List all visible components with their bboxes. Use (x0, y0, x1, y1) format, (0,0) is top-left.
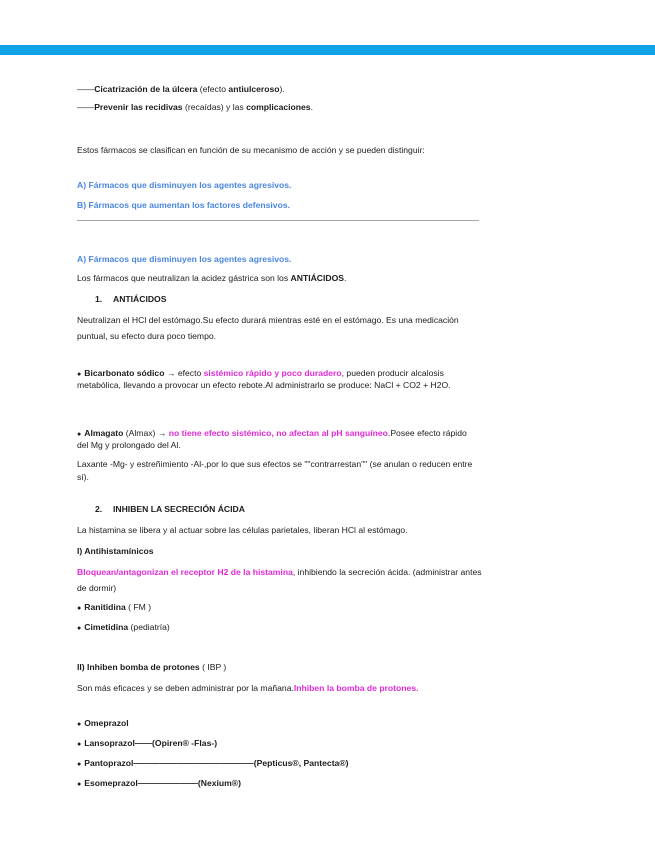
divider (77, 220, 479, 221)
almagato-item: ● Almagato (Almax) → no tiene efecto sistémico, no afectan al pH sanguíneo.Posee efecto rápido del Mg y prolongado del Al. (77, 428, 477, 451)
lansoprazol-item: ● Lansoprazol——(Opiren® -Flas-) (77, 736, 497, 752)
bicarbonato-item: ● Bicarbonato sódico → efecto sistémico rápido y poco duradero, pueden producir alcalosis metabólica, llevando a provocar un efecto rebote.Al administrarlo se produce: NaCl + CO2 + H2O. (77, 368, 477, 391)
heading-antiacidos: 1. ANTIÁCIDOS (95, 294, 167, 304)
top-accent-bar (0, 45, 655, 55)
antacid-description: Neutralizan el HCl del estómago.Su efecto durará mientras esté en el estómago. Es una medicación puntual, su efecto dura poco tiempo. (77, 315, 459, 341)
classification-intro: Estos fármacos se clasifican en función de su mecanismo de acción y se pueden distinguir: (77, 145, 425, 155)
antihistaminicos-title: I) Antihistamínicos (77, 546, 154, 556)
objective-line-2: ——Prevenir las recidivas (recaídas) y las complicaciones. (77, 102, 313, 112)
ibp-title: II) Inhiben bomba de protones ( IBP ) (77, 662, 227, 672)
heading-inhiben-secrecion: 2. INHIBEN LA SECRECIÓN ÁCIDA (95, 504, 245, 514)
ranitidina-item: ● Ranitidina ( FM ) (77, 600, 497, 616)
pantoprazol-item: ● Pantoprazol——————————————(Pepticus®, Pantecta®) (77, 756, 497, 772)
section-a-title: A) Fármacos que disminuyen los agentes agresivos. (77, 254, 292, 264)
antacid-intro: Los fármacos que neutralizan la acidez gástrica son los ANTIÁCIDOS. (77, 273, 347, 283)
ibp-description: Son más eficaces y se deben administrar por la mañana.Inhiben la bomba de protones. (77, 683, 419, 693)
bloquean-text: Bloquean/antagonizan el receptor H2 de la histamina, inhibiendo la secreción ácida. (administrar antes de dormir) (77, 567, 482, 593)
section-b-link[interactable]: B) Fármacos que aumentan los factores defensivos. (77, 200, 290, 210)
section-a-link[interactable]: A) Fármacos que disminuyen los agentes agresivos. (77, 180, 292, 190)
omeprazol-item: ● Omeprazol (77, 716, 497, 732)
cimetidina-item: ● Cimetidina (pediatría) (77, 620, 497, 636)
histamina-text: La histamina se libera y al actuar sobre las células parietales, liberan HCl al estómago. (77, 525, 408, 535)
esomeprazol-item: ● Esomeprazol———————(Nexium®) (77, 776, 497, 792)
laxante-note: Laxante -Mg- y estreñimiento -Al-,por lo que sus efectos se ""contrarrestan"" (se anulan o reducen entre sí). (77, 459, 473, 482)
objective-line-1: ——Cicatrización de la úlcera (efecto antiulceroso). (77, 84, 285, 94)
